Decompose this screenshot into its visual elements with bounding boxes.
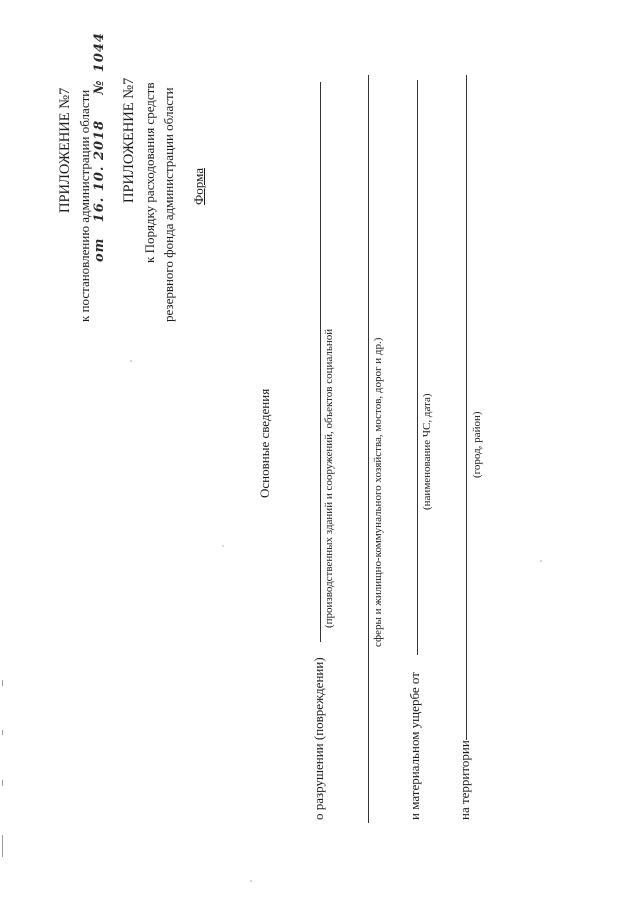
date-number-line bbox=[92, 32, 106, 262]
scan-dot bbox=[130, 360, 132, 362]
scan-dot bbox=[222, 545, 224, 547]
destruction-label: о разрушении (повреждении) bbox=[311, 657, 326, 820]
damage-label: и материальном ущербе от bbox=[407, 672, 422, 820]
damage-fill-line bbox=[417, 80, 418, 655]
territory-hint: (город, район) bbox=[471, 411, 483, 478]
form-label: Форма bbox=[191, 168, 206, 205]
number-handwritten: 1044 bbox=[92, 32, 107, 73]
scan-mark bbox=[2, 680, 3, 686]
appendix-title-order: ПРИЛОЖЕНИЕ №7 bbox=[121, 77, 137, 203]
damage-hint: (наименование ЧС, дата) bbox=[421, 393, 433, 510]
appendix-title-resolution: ПРИЛОЖЕНИЕ №7 bbox=[57, 87, 73, 213]
scan-mark bbox=[2, 835, 3, 857]
number-prefix: № bbox=[92, 79, 107, 95]
scan-mark bbox=[2, 780, 3, 786]
scan-mark bbox=[2, 730, 3, 735]
territory-fill-line bbox=[466, 75, 467, 740]
objects-fill-line bbox=[368, 75, 369, 823]
order-line-2: резервного фонда администрации области bbox=[161, 87, 176, 322]
scan-dot bbox=[250, 880, 252, 882]
order-line-1: к Порядку расходования средств bbox=[142, 82, 157, 263]
territory-label: на территории bbox=[457, 740, 472, 820]
scan-dot bbox=[540, 560, 542, 562]
destruction-fill-line bbox=[320, 82, 321, 642]
date-handwritten: 16. 10. 2018 bbox=[92, 119, 107, 223]
destruction-hint: (производственных зданий и сооружений, объектов социальной bbox=[323, 328, 335, 628]
resolution-line: к постановлению администрации области bbox=[77, 89, 92, 322]
objects-hint: сферы и жилищно-коммунального хозяйства, мостов, дорог и др.) bbox=[372, 337, 384, 647]
form-heading: Основные сведения bbox=[257, 388, 272, 498]
date-prefix: от bbox=[92, 237, 107, 262]
